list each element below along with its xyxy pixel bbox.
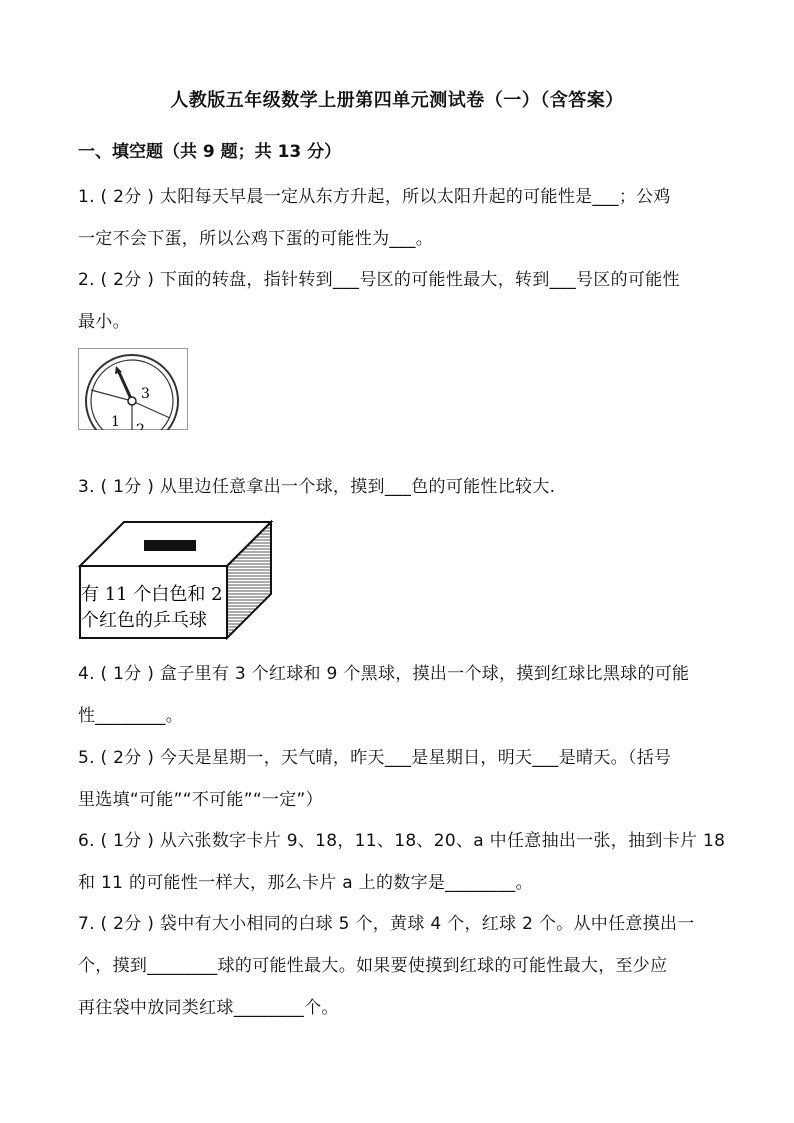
question-line: 性________。 [78,706,183,726]
question-line: 1. ( 2分 ) 太阳每天早晨一定从东方升起，所以太阳升起的可能性是___；公鸡 [78,187,671,207]
box-label-line-2: 个红色的乒乓球 [81,610,207,631]
question-2 [78,259,728,343]
question-line: 一定不会下蛋，所以公鸡下蛋的可能性为___。 [78,229,434,249]
question-line: 4. ( 1分 ) 盒子里有 3 个红球和 9 个黑球，摸出一个球，摸到红球比黑球的可能 [78,664,690,684]
question-1 [78,176,728,260]
question-3 [78,466,728,508]
question-line: 个，摸到________球的可能性最大。如果要使摸到红球的可能性最大，至少应 [78,956,668,976]
spinner-label-3: 3 [141,386,150,402]
spinner-label-2: 2 [136,422,145,430]
question-line: 里选填“可能”“不可能”“一定”） [78,790,323,810]
question-line: 最小。 [78,312,130,332]
spinner-label-1: 1 [111,414,120,430]
spinner-figure [78,348,188,435]
question-6 [78,820,728,904]
question-7 [78,903,728,1029]
question-4 [78,653,728,737]
section-heading: 一、填空题（共 9 题；共 13 分） [78,142,342,162]
question-line: 5. ( 2分 ) 今天是星期一，天气晴，昨天___是星期日，明天___是晴天。（括号 [78,748,672,768]
question-line: 2. ( 2分 ) 下面的转盘，指针转到___号区的可能性最大，转到___号区的可能性 [78,270,680,290]
question-line: 6. ( 1分 ) 从六张数字卡片 9、18，11、18、20、a 中任意抽出一张，抽到卡片 18 [78,831,726,851]
question-line: 7. ( 2分 ) 袋中有大小相同的白球 5 个，黄球 4 个，红球 2 个。从中任意摸出一 [78,914,695,934]
page-title: 人教版五年级数学上册第四单元测试卷（一）（含答案） [170,90,624,111]
question-5 [78,737,728,821]
question-line: 再往袋中放同类红球________个。 [78,998,339,1018]
question-line: 和 11 的可能性一样大，那么卡片 a 上的数字是________。 [78,873,533,893]
question-line: 3. ( 1分 ) 从里边任意拿出一个球，摸到___色的可能性比较大. [78,477,556,497]
ball-box-figure [78,518,274,645]
box-slot [144,540,196,551]
box-label-line-1: 有 11 个白色和 2 [81,584,223,605]
